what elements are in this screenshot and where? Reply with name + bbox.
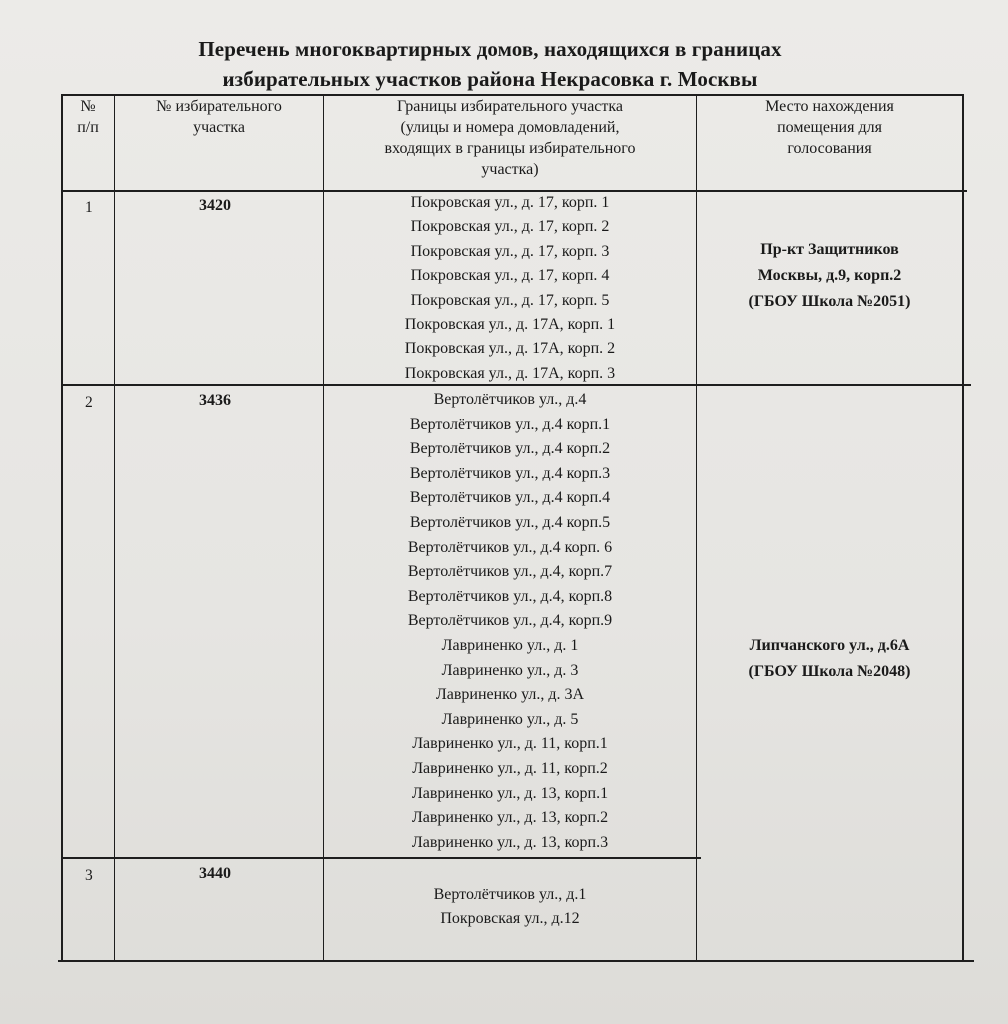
address-item: Лавриненко ул., д. 3 bbox=[441, 661, 579, 679]
precinct-number: 3420 bbox=[199, 197, 231, 214]
address-item: Вертолётчиков ул., д.4 корп. 6 bbox=[407, 538, 613, 556]
document-title bbox=[60, 34, 920, 94]
address-item: Покровская ул., д.12 bbox=[440, 910, 580, 928]
title-line-1: Перечень многоквартирных домов, находящихся в границах bbox=[198, 37, 782, 61]
address-item: Покровская ул., д. 17А, корп. 1 bbox=[404, 316, 616, 334]
header-precinct: № избирательного участка bbox=[156, 98, 282, 136]
address-item: Лавриненко ул., д. 13, корп.3 bbox=[411, 833, 609, 851]
address-item: Вертолётчиков ул., д.4 корп.4 bbox=[409, 489, 611, 507]
address-item: Покровская ул., д. 17, корп. 2 bbox=[410, 218, 610, 236]
address-list bbox=[325, 883, 695, 932]
address-item: Лавриненко ул., д. 11, корп.1 bbox=[412, 735, 608, 753]
address-item: Покровская ул., д. 17А, корп. 2 bbox=[404, 340, 616, 358]
row-number: 1 bbox=[85, 199, 93, 216]
row-number: 2 bbox=[85, 394, 93, 411]
address-item: Лавриненко ул., д. 13, корп.1 bbox=[411, 784, 609, 802]
address-list bbox=[325, 388, 695, 855]
address-item: Лавриненко ул., д. 1 bbox=[441, 636, 579, 654]
address-item: Лавриненко ул., д. 13, корп.2 bbox=[411, 809, 609, 827]
voting-place: Липчанского ул., д.6А (ГБОУ Школа №2048) bbox=[748, 637, 911, 680]
precinct-number: 3440 bbox=[199, 865, 231, 882]
voting-place: Пр-кт Защитников Москвы, д.9, корп.2 (ГБОУ Школа №2051) bbox=[748, 241, 911, 310]
title-line-2: избирательных участков района Некрасовка г. Москвы bbox=[222, 67, 758, 91]
address-item: Покровская ул., д. 17, корп. 5 bbox=[410, 291, 610, 309]
address-list bbox=[325, 191, 695, 386]
address-item: Вертолётчиков ул., д.4 корп.3 bbox=[409, 464, 611, 482]
address-item: Вертолётчиков ул., д.1 bbox=[433, 886, 587, 903]
address-item: Вертолётчиков ул., д.4, корп.7 bbox=[407, 563, 613, 581]
address-item: Покровская ул., д. 17, корп. 1 bbox=[410, 194, 610, 211]
row-number: 3 bbox=[85, 867, 93, 884]
address-item: Вертолётчиков ул., д.4 корп.1 bbox=[409, 415, 611, 433]
address-item: Вертолётчиков ул., д.4, корп.8 bbox=[407, 587, 613, 605]
address-item: Вертолётчиков ул., д.4 корп.2 bbox=[409, 440, 611, 458]
address-item: Покровская ул., д. 17, корп. 4 bbox=[410, 267, 610, 285]
address-item: Вертолётчиков ул., д.4 bbox=[433, 391, 587, 408]
precinct-number: 3436 bbox=[199, 392, 231, 409]
address-item: Лавриненко ул., д. 5 bbox=[441, 710, 579, 728]
header-place: Место нахождения помещения для голосования bbox=[765, 98, 894, 157]
address-item: Покровская ул., д. 17, корп. 3 bbox=[410, 242, 610, 260]
address-item: Лавриненко ул., д. 3А bbox=[435, 686, 585, 704]
address-item: Лавриненко ул., д. 11, корп.2 bbox=[412, 759, 608, 777]
address-item: Вертолётчиков ул., д.4 корп.5 bbox=[409, 513, 611, 531]
address-item: Покровская ул., д. 17А, корп. 3 bbox=[404, 364, 616, 382]
header-num: № п/п bbox=[77, 98, 99, 136]
address-item: Вертолётчиков ул., д.4, корп.9 bbox=[407, 612, 613, 630]
header-bounds: Границы избирательного участка (улицы и номера домовладений, входящих в границы избирательного участка) bbox=[384, 98, 636, 178]
